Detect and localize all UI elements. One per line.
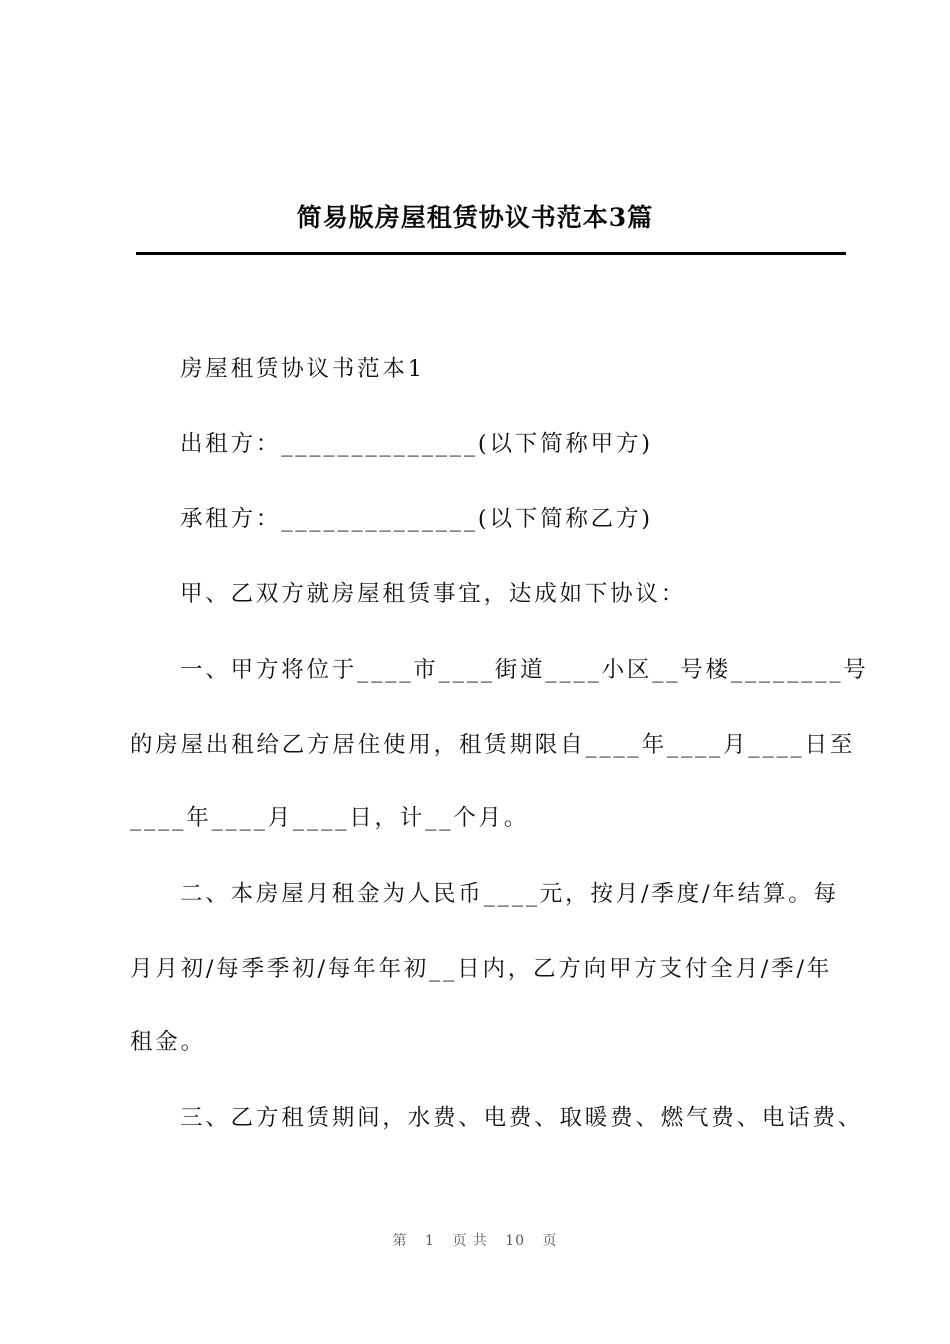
page-footer <box>0 1230 950 1250</box>
clause-3-line-1: 三、乙方租赁期间，水费、电费、取暖费、燃气费、电话费、 <box>180 1105 864 1131</box>
lessee-line: 承租方：______________(以下简称乙方) <box>180 506 653 532</box>
document-title: 简易版房屋租赁协议书范本3篇 <box>296 203 654 232</box>
section-heading: 房屋租赁协议书范本1 <box>180 356 425 382</box>
footer-prefix: 第 <box>392 1233 408 1249</box>
clause-1-line-3: ____年____月____日，计__个月。 <box>130 805 530 831</box>
clause-2-line-2: 月月初/每季季初/每年年初__日内，乙方向甲方支付全月/季/年 <box>130 956 833 982</box>
title-divider <box>136 252 846 255</box>
footer-total-pages: 10 <box>505 1233 526 1249</box>
lessor-line: 出租方：______________(以下简称甲方) <box>180 431 653 457</box>
footer-page-number: 1 <box>424 1233 435 1249</box>
agreement-intro: 甲、乙双方就房屋租赁事宜，达成如下协议： <box>180 581 687 607</box>
clause-1-line-2: 的房屋出租给乙方居住使用，租赁期限自____年____月____日至 <box>130 732 856 758</box>
clause-1-line-1: 一、甲方将位于____市____街道____小区__号楼________号 <box>180 657 869 683</box>
clause-2-line-1: 二、本房屋月租金为人民币____元，按月/季度/年结算。每 <box>180 881 839 907</box>
footer-middle: 页 共 <box>452 1233 488 1249</box>
clause-2-line-3: 租金。 <box>130 1029 206 1055</box>
footer-suffix: 页 <box>542 1233 558 1249</box>
